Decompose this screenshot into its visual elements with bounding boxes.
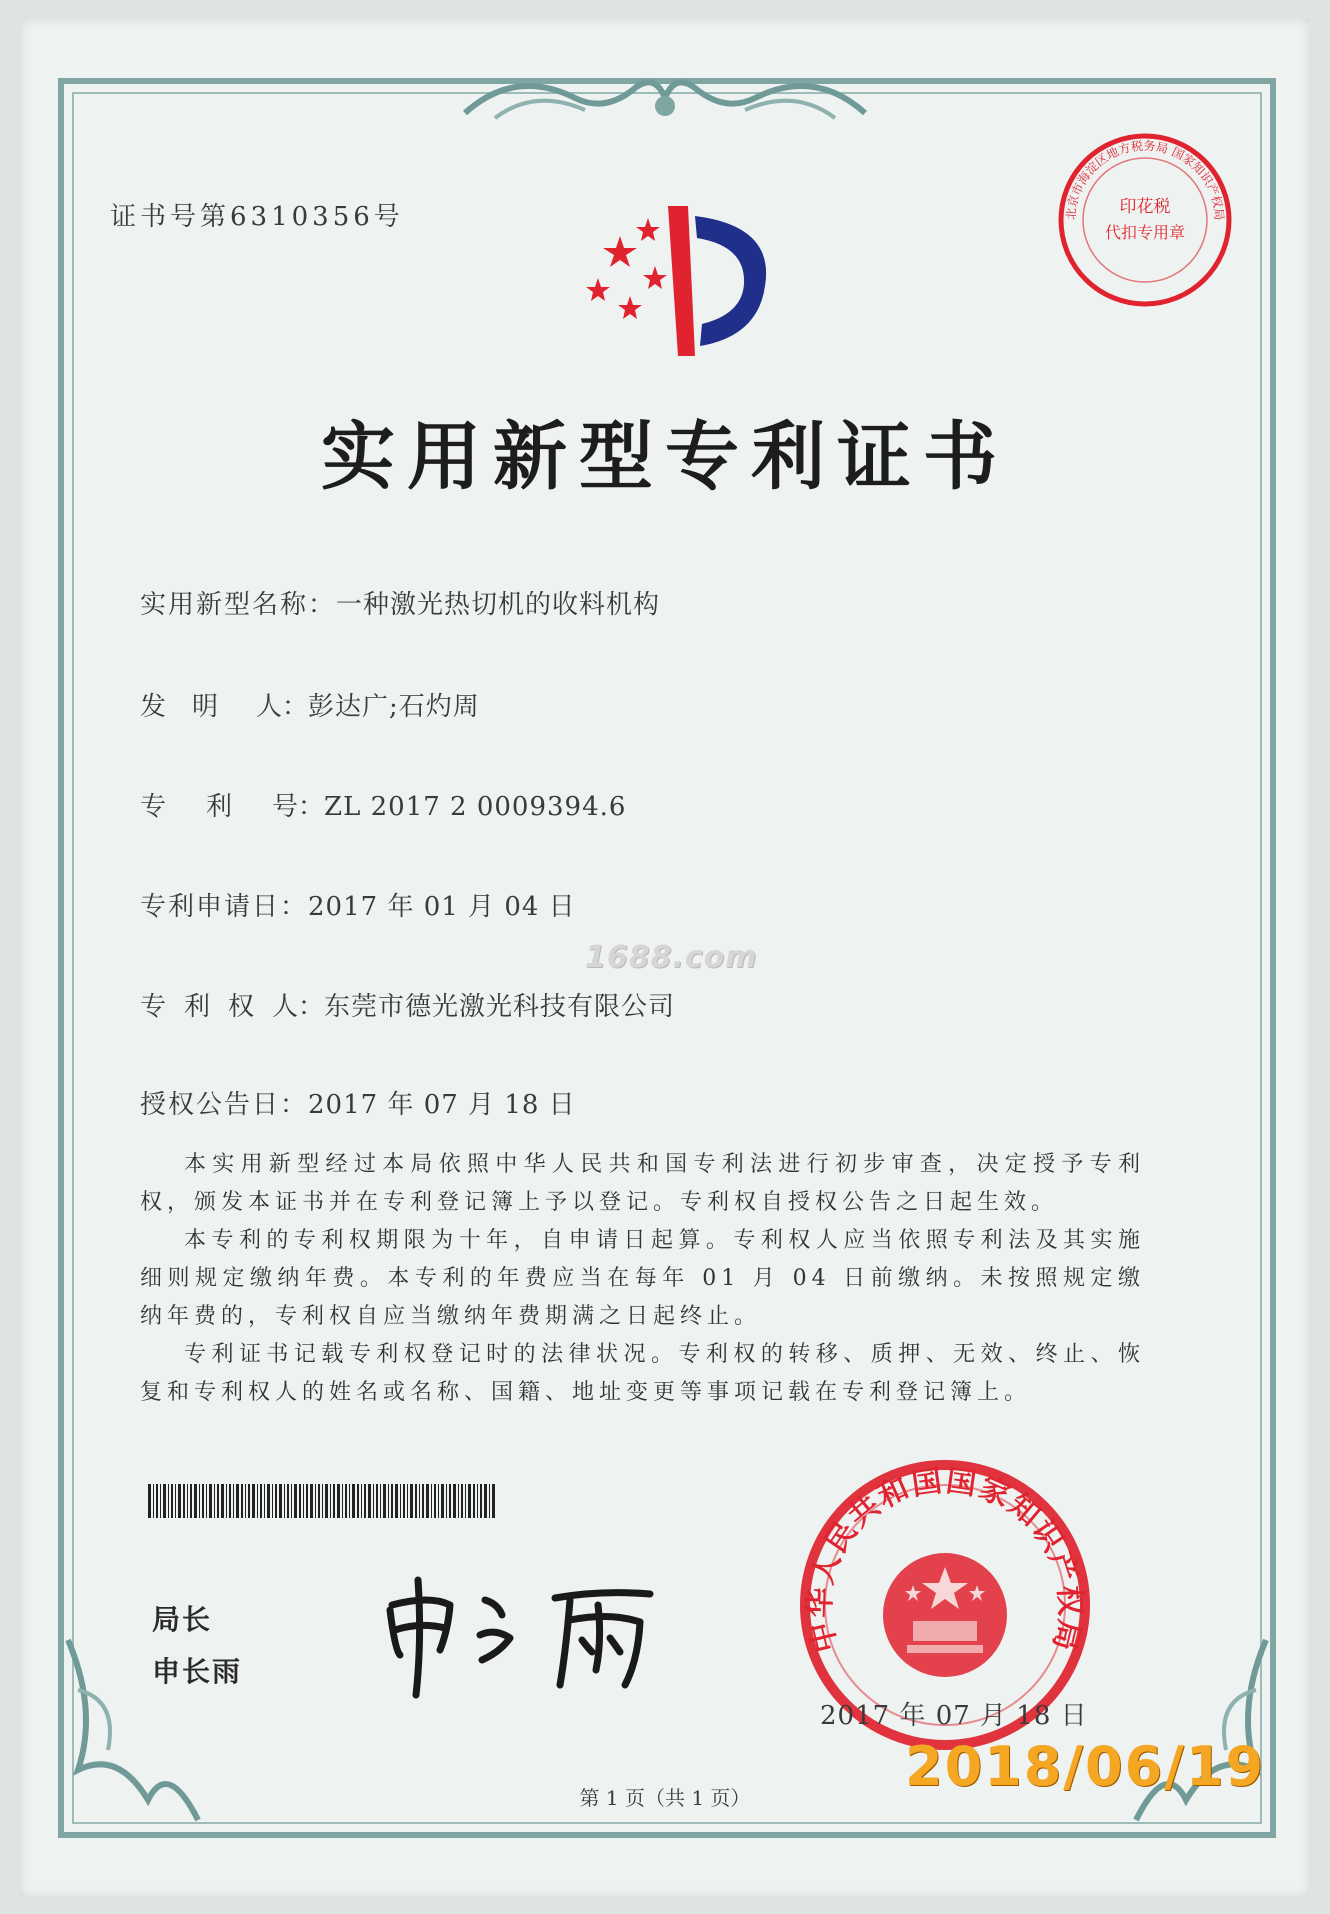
field-label: 授权公告日：: [140, 1090, 309, 1120]
field-filing-date: [140, 886, 576, 923]
handwritten-signature: [370, 1560, 670, 1700]
field-label-char: 发: [140, 692, 167, 722]
page-number: 第 1 页（共 1 页）: [579, 1786, 751, 1810]
field-value: 东莞市德光激光科技有限公司: [324, 992, 676, 1022]
field-grant-date: [140, 1084, 576, 1121]
field-label-char: 号：: [272, 792, 325, 822]
field-patent-number: [140, 786, 626, 823]
certificate-number: 证书号第6310356号: [110, 202, 404, 232]
tax-stamp-seal: [1055, 130, 1235, 310]
field-label: 专利申请日：: [140, 892, 309, 922]
barcode: [148, 1484, 496, 1518]
field-value: 2017 年 01 月 04 日: [308, 892, 576, 922]
field-label-char: 权: [228, 992, 255, 1022]
field-label-char: 明: [192, 692, 219, 722]
issue-date: 2017 年 07 月 18 日: [820, 1701, 1088, 1731]
field-label-char: 人：: [272, 992, 325, 1022]
field-label-char: 人：: [256, 692, 309, 722]
body-paragraph: 本专利的专利权期限为十年，自申请日起算。专利权人应当依照专利法及其实施细则规定缴纳年费。本专利的年费应当在每年 01 月 04 日前缴纳。未按照规定缴纳年费的，专利权自应当缴纳年费期满之日起终止。: [140, 1228, 1145, 1329]
tax-stamp-line2: 代扣专用章: [1104, 223, 1186, 242]
top-dragon-ornament: [455, 58, 875, 138]
signatory-name: 申长雨: [152, 1655, 243, 1688]
tax-stamp-line1: 印花税: [1119, 197, 1171, 217]
field-inventor: [140, 686, 480, 723]
field-value: 彭达广;石灼周: [308, 692, 480, 722]
certificate-body-text: [140, 1146, 1145, 1412]
signatory-title: 局长: [152, 1603, 213, 1636]
field-label-char: 专: [140, 792, 167, 822]
watermark-text: 1688.com: [585, 940, 758, 975]
field-label-char: 利: [206, 792, 233, 822]
field-label: 实用新型名称：: [140, 590, 337, 620]
field-label-char: 专: [140, 992, 167, 1022]
field-value: ZL 2017 2 0009394.6: [324, 792, 627, 822]
field-utility-model-name: [140, 584, 660, 621]
field-value: 2017 年 07 月 18 日: [308, 1090, 576, 1120]
field-patentee: [140, 986, 675, 1023]
tax-stamp-ring-text: 北京市海淀区地方税务局 国家知识产权局: [1063, 138, 1227, 221]
seal-ring-text: 中华人民共和国国家知识产权局: [802, 1463, 1088, 1656]
field-value: 一种激光热切机的收料机构: [336, 590, 661, 620]
national-emblem-icon: [883, 1553, 1007, 1677]
photo-timestamp: 2018/06/19: [905, 1735, 1266, 1798]
patent-office-logo-icon: [560, 196, 790, 366]
body-paragraph: 专利证书记载专利权登记时的法律状况。专利权的转移、质押、无效、终止、恢复和专利权人的姓名或名称、国籍、地址变更等事项记载在专利登记簿上。: [140, 1342, 1145, 1405]
body-paragraph: 本实用新型经过本局依照中华人民共和国专利法进行初步审查，决定授予专利权，颁发本证书并在专利登记簿上予以登记。专利权自授权公告之日起生效。: [140, 1152, 1145, 1215]
field-label-char: 利: [184, 992, 211, 1022]
page-title: 实用新型专利证书: [321, 414, 1009, 500]
